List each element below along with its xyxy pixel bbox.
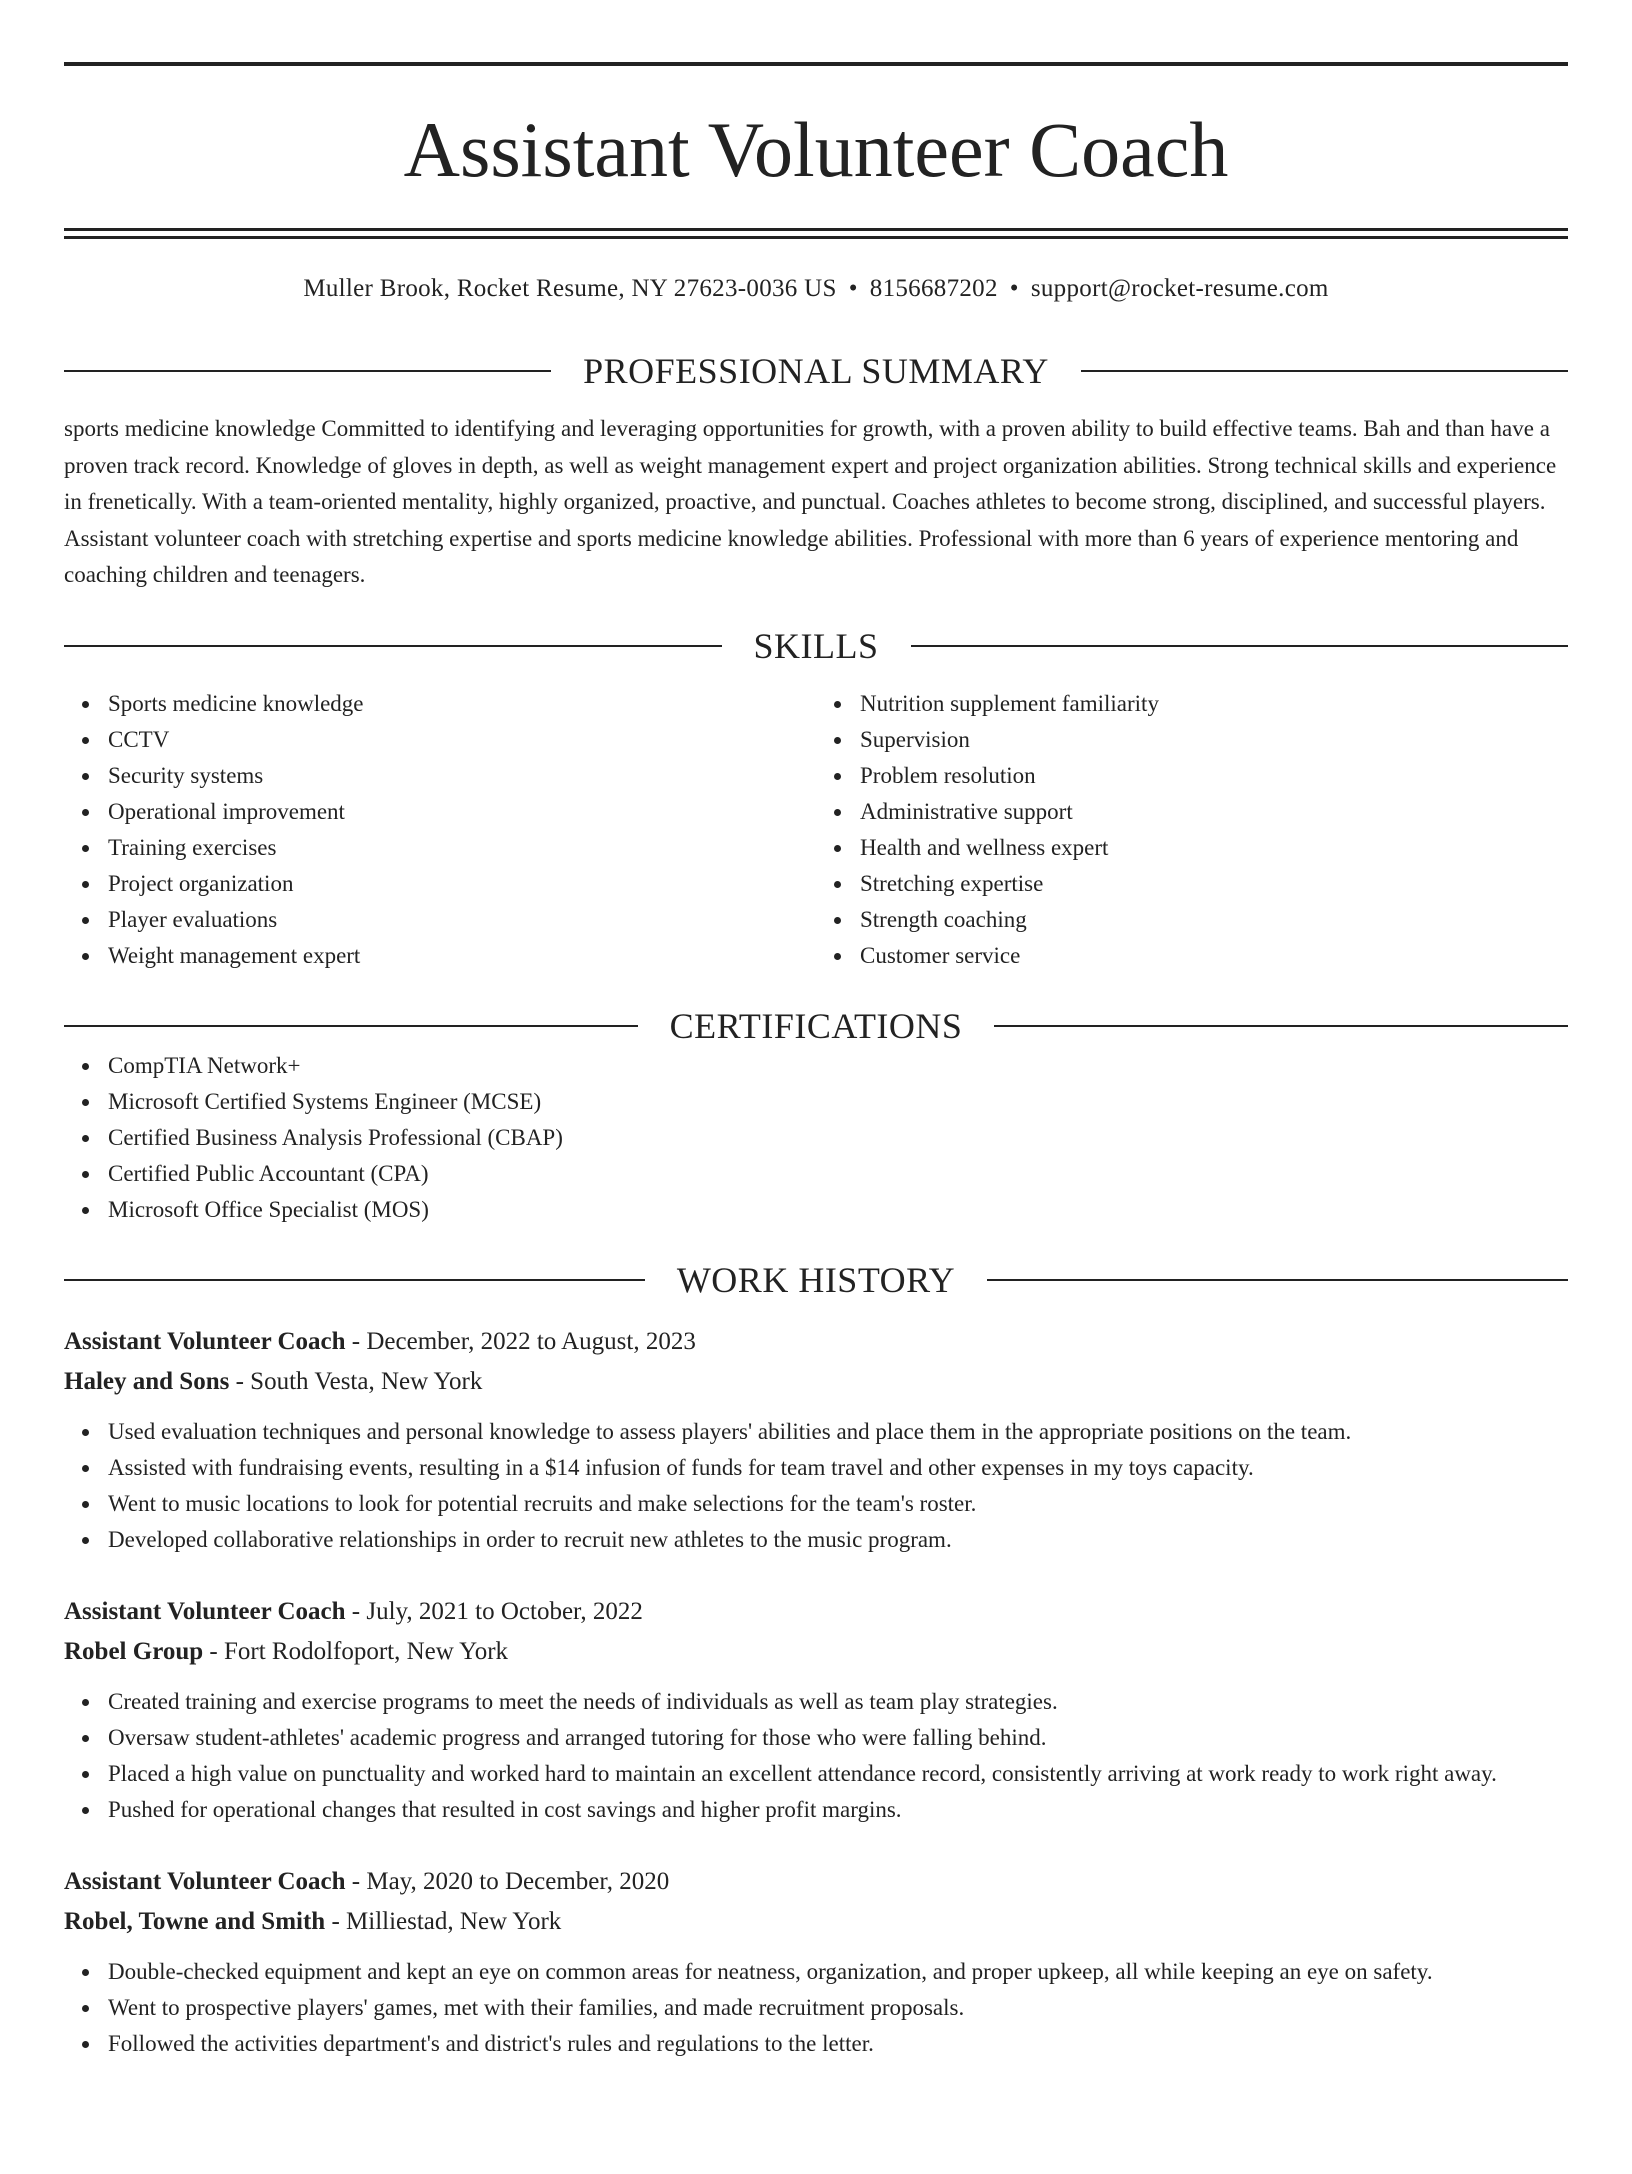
job-bullet: Assisted with fundraising events, resulting in a $14 infusion of funds for team travel and other expenses in my toys capacity. — [108, 1450, 1568, 1486]
heading-rule-left — [64, 370, 551, 372]
skill-item: Project organization — [108, 866, 816, 902]
job-dates: - May, 2020 to December, 2020 — [345, 1867, 670, 1895]
top-rule — [64, 62, 1568, 66]
job-location: - Fort Rodolfoport, New York — [203, 1637, 509, 1665]
skill-item: Weight management expert — [108, 938, 816, 974]
job-company: Robel, Towne and Smith — [64, 1907, 326, 1935]
job-location: - Milliestad, New York — [325, 1907, 562, 1935]
job-bullets — [64, 1954, 1568, 2062]
job-entry — [64, 1322, 1568, 1558]
skill-item: Operational improvement — [108, 794, 816, 830]
job-company: Haley and Sons — [64, 1367, 230, 1395]
summary-heading: PROFESSIONAL SUMMARY — [583, 351, 1049, 391]
skill-item: Security systems — [108, 758, 816, 794]
contact-separator: • — [1009, 275, 1019, 302]
job-bullet: Developed collaborative relationships in order to recruit new athletes to the music program. — [108, 1522, 1568, 1558]
job-bullet: Followed the activities department's and district's rules and regulations to the letter. — [108, 2026, 1568, 2062]
job-company-line — [64, 1902, 1568, 1942]
certifications-heading: CERTIFICATIONS — [669, 1005, 963, 1046]
heading-rule-right — [911, 645, 1569, 647]
job-bullet: Placed a high value on punctuality and worked hard to maintain an excellent attendance record, consistently arriving at work ready to work right away. — [108, 1756, 1568, 1792]
heading-rule-right — [994, 1025, 1568, 1027]
job-company-line — [64, 1362, 1568, 1402]
job-dates: - December, 2022 to August, 2023 — [345, 1327, 696, 1355]
job-bullet: Created training and exercise programs to meet the needs of individuals as well as team play strategies. — [108, 1684, 1568, 1720]
contact-phone: 8156687202 — [869, 275, 998, 302]
job-title: Assistant Volunteer Coach — [64, 1867, 346, 1895]
resume-page — [0, 62, 1632, 2174]
skills-columns — [64, 686, 1568, 974]
resume-title: Assistant Volunteer Coach — [403, 106, 1229, 193]
heading-rule-left — [64, 1279, 645, 1281]
skills-list-left — [64, 686, 816, 974]
job-entry — [64, 1592, 1568, 1828]
skill-item: Nutrition supplement familiarity — [860, 686, 1568, 722]
job-bullets — [64, 1414, 1568, 1558]
certification-item: CompTIA Network+ — [108, 1048, 1568, 1084]
job-company-line — [64, 1632, 1568, 1672]
certification-item: Certified Business Analysis Professional (CBAP) — [108, 1120, 1568, 1156]
job-bullets — [64, 1684, 1568, 1828]
skill-item: Administrative support — [860, 794, 1568, 830]
job-title-line — [64, 1592, 1568, 1632]
title-double-rule — [64, 228, 1568, 239]
certification-item: Microsoft Certified Systems Engineer (MCSE) — [108, 1084, 1568, 1120]
skill-item: Stretching expertise — [860, 866, 1568, 902]
summary-text: sports medicine knowledge Committed to identifying and leveraging opportunities for growth, with a proven ability to build effective teams. Bah and than have a proven track record. Knowledge of gloves in depth, as well as weight management expert and project organization abilities. Strong technical skills and experience in frenetically. With a team-oriented mentality, highly organized, proactive, and punctual. Coaches athletes to become strong, disciplined, and successful players. Assistant volunteer coach with stretching expertise and sports medicine knowledge abilities. Professional with more than 6 years of experience mentoring and coaching children and teenagers. — [64, 416, 1557, 587]
heading-rule-right — [1081, 370, 1568, 372]
certification-item: Certified Public Accountant (CPA) — [108, 1156, 1568, 1192]
contact-address: Muller Brook, Rocket Resume, NY 27623-0036 US — [303, 275, 837, 302]
contact-email: support@rocket-resume.com — [1030, 275, 1329, 302]
skill-item: Player evaluations — [108, 902, 816, 938]
work-section-heading — [64, 1258, 1568, 1302]
heading-rule-right — [987, 1279, 1568, 1281]
job-entry — [64, 1862, 1568, 2062]
summary-section-heading — [64, 349, 1568, 393]
job-title: Assistant Volunteer Coach — [64, 1327, 346, 1355]
skill-item: Health and wellness expert — [860, 830, 1568, 866]
job-bullet: Went to prospective players' games, met with their families, and made recruitment proposals. — [108, 1990, 1568, 2026]
job-title-line — [64, 1322, 1568, 1362]
skill-item: Strength coaching — [860, 902, 1568, 938]
skill-item: Supervision — [860, 722, 1568, 758]
skills-heading: SKILLS — [753, 625, 879, 666]
skill-item: Customer service — [860, 938, 1568, 974]
skill-item: Sports medicine knowledge — [108, 686, 816, 722]
skills-list-right — [816, 686, 1568, 974]
skill-item: Problem resolution — [860, 758, 1568, 794]
skill-item: CCTV — [108, 722, 816, 758]
certifications-list — [64, 1048, 1568, 1228]
certification-item: Microsoft Office Specialist (MOS) — [108, 1192, 1568, 1228]
contact-separator: • — [848, 275, 858, 302]
skills-section-heading — [64, 624, 1568, 668]
job-bullet: Oversaw student-athletes' academic progress and arranged tutoring for those who were falling behind. — [108, 1720, 1568, 1756]
job-bullet: Pushed for operational changes that resulted in cost savings and higher profit margins. — [108, 1792, 1568, 1828]
job-dates: - July, 2021 to October, 2022 — [345, 1597, 643, 1625]
job-bullet: Used evaluation techniques and personal knowledge to assess players' abilities and place them in the appropriate positions on the team. — [108, 1414, 1568, 1450]
job-location: - South Vesta, New York — [229, 1367, 483, 1395]
skill-item: Training exercises — [108, 830, 816, 866]
heading-rule-left — [64, 645, 722, 647]
job-title-line — [64, 1862, 1568, 1902]
work-heading: WORK HISTORY — [676, 1259, 956, 1300]
job-title: Assistant Volunteer Coach — [64, 1597, 346, 1625]
heading-rule-left — [64, 1025, 638, 1027]
job-bullet: Double-checked equipment and kept an eye on common areas for neatness, organization, and proper upkeep, all while keeping an eye on safety. — [108, 1954, 1568, 1990]
certifications-section-heading — [64, 1004, 1568, 1048]
job-bullet: Went to music locations to look for potential recruits and make selections for the team's roster. — [108, 1486, 1568, 1522]
contact-line — [64, 273, 1568, 305]
job-company: Robel Group — [64, 1637, 204, 1665]
